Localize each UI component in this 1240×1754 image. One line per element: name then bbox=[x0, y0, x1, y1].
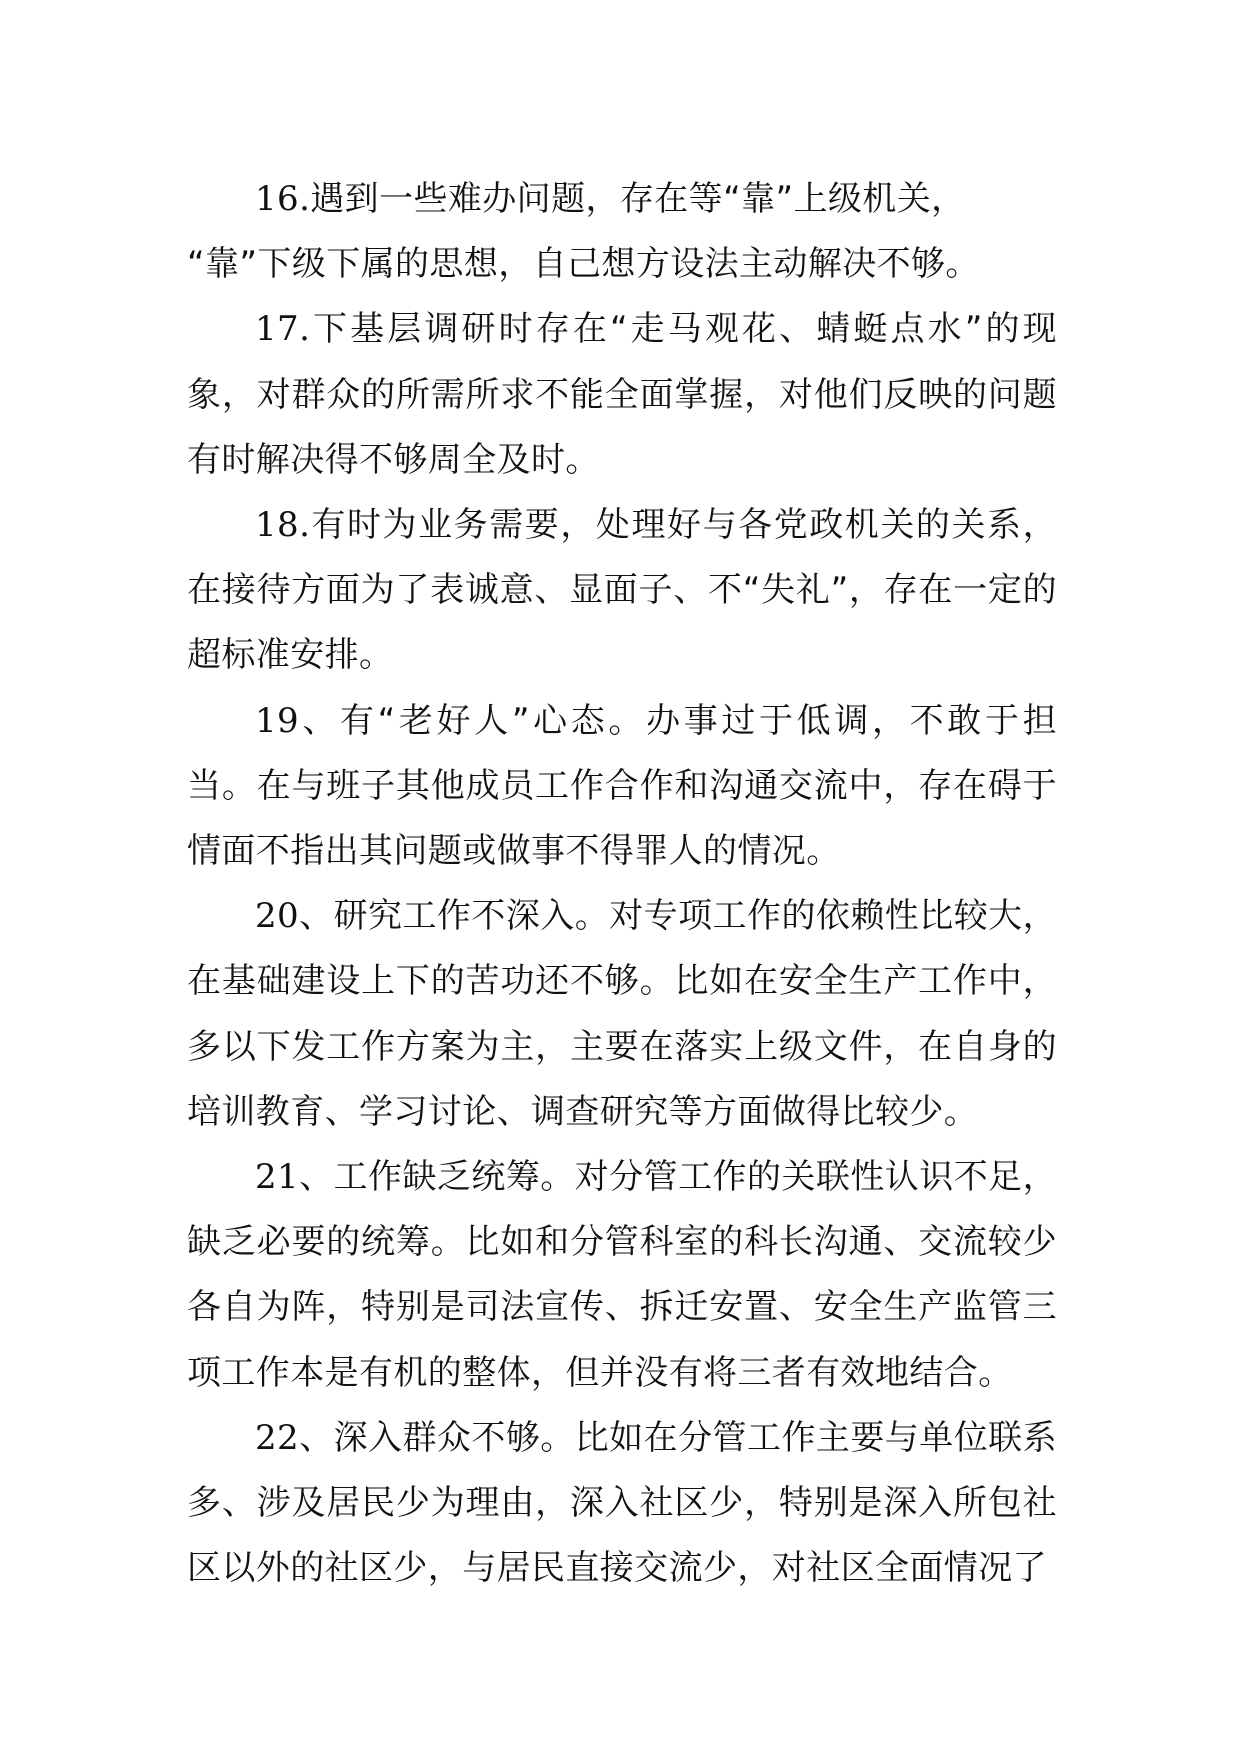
paragraph-text: 研究工作不深入。对专项工作的依赖性比较大，在基础建设上下的苦功还不够。比如在安全生产工作中，多以下发工作方案为主，主要在落实上级文件，在自身的培训教育、学习讨论、调查研究等方面做得比较少。 bbox=[187, 896, 1057, 1132]
item-number: 18. bbox=[255, 505, 311, 546]
item-number: 21、 bbox=[255, 1157, 334, 1198]
paragraph-22 bbox=[187, 1406, 1057, 1602]
item-number: 17. bbox=[255, 309, 311, 350]
paragraph-18 bbox=[187, 493, 1057, 689]
item-number: 22、 bbox=[255, 1417, 334, 1458]
paragraph-20 bbox=[187, 884, 1057, 1145]
paragraph-19 bbox=[187, 689, 1057, 885]
paragraph-text: 遇到一些难办问题，存在等“靠”上级机关， “靠”下级下属的思想，自己想方设法主动解决不够。 bbox=[187, 179, 980, 285]
paragraph-21 bbox=[187, 1145, 1057, 1406]
paragraph-text: 深入群众不够。比如在分管工作主要与单位联系多、涉及居民少为理由，深入社区少，特别是深入所包社区以外的社区少，与居民直接交流少，对社区全面情况了 bbox=[187, 1417, 1057, 1589]
paragraph-16 bbox=[187, 167, 1057, 297]
item-number: 20、 bbox=[255, 896, 334, 937]
paragraph-text: 有“老好人”心态。办事过于低调，不敢于担当。在与班子其他成员工作合作和沟通交流中，存在碍于情面不指出其问题或做事不得罪人的情况。 bbox=[187, 700, 1057, 872]
document-body bbox=[187, 167, 1057, 1601]
item-number: 16. bbox=[255, 179, 311, 219]
paragraph-text: 工作缺乏统筹。对分管工作的关联性认识不足，缺乏必要的统筹。比如和分管科室的科长沟通、交流较少各自为阵，特别是司法宣传、拆迁安置、安全生产监管三项工作本是有机的整体，但并没有将三者有效地结合。 bbox=[187, 1157, 1057, 1393]
paragraph-17 bbox=[187, 297, 1057, 493]
paragraph-text: 下基层调研时存在“走马观花、蜻蜓点水”的现象，对群众的所需所求不能全面掌握，对他们反映的问题有时解决得不够周全及时。 bbox=[187, 309, 1057, 480]
item-number: 19、 bbox=[255, 700, 340, 741]
paragraph-text: 有时为业务需要，处理好与各党政机关的关系，在接待方面为了表诚意、显面子、不“失礼”，存在一定的超标准安排。 bbox=[187, 505, 1057, 676]
